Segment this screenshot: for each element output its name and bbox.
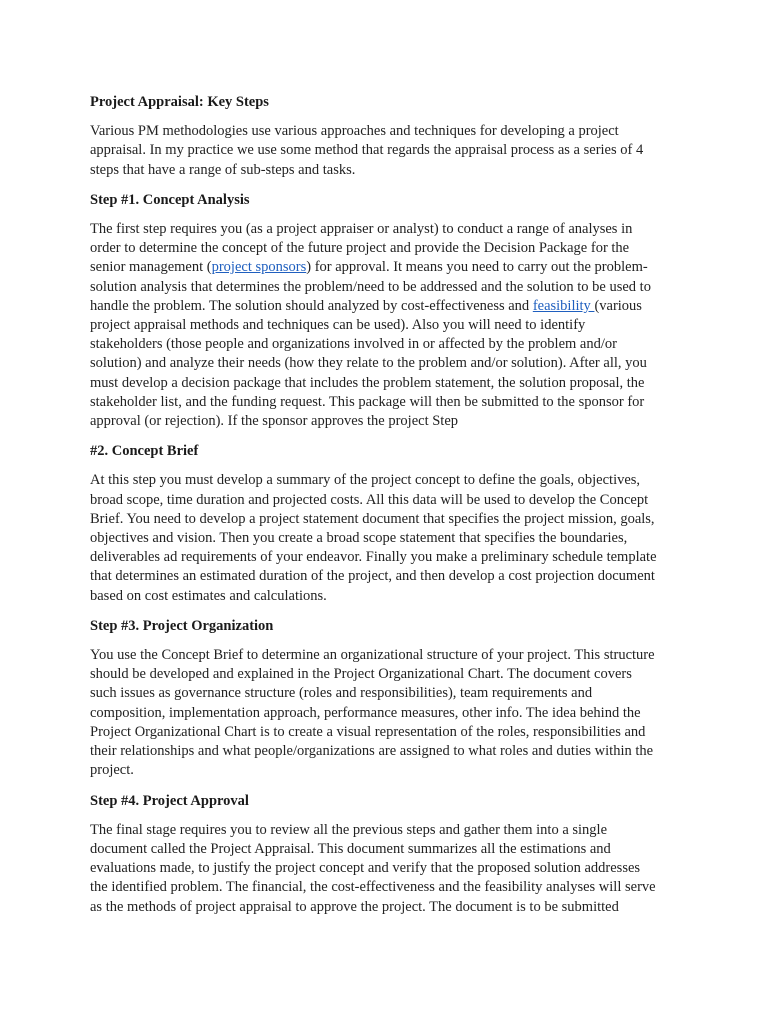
document-page [90, 93, 660, 928]
step2-heading: #2. Concept Brief [90, 443, 199, 460]
step1-paragraph [90, 220, 660, 431]
step1-heading: Step #1. Concept Analysis [90, 191, 250, 208]
project-sponsors-link[interactable]: project sponsors [211, 259, 307, 276]
document-title: Project Appraisal: Key Steps [90, 94, 269, 110]
step1-text-b: ) for approval. It means you need to carry out the problem-solution analysis that determines the problem/need to be addressed and the solution to be used to handle the problem. The solution should analyzed by cost-effectiveness and [90, 259, 651, 314]
step4-heading: Step #4. Project Approval [90, 792, 249, 809]
step1-text-c: (various project appraisal methods and techniques can be used). Also you will need to identify stakeholders (those people and organizations involved in or affected by the problem and/or solution) and analyze their needs (how they relate to the problem and/or solution). After all, you must develop a decision package that includes the problem statement, the solution proposal, the stakeholder list, and the funding request. This package will then be submitted to the sponsor for approval (or rejection). If the sponsor approves the project Step [90, 297, 647, 430]
step2-paragraph: At this step you must develop a summary of the project concept to define the goals, objectives, broad scope, time duration and projected costs. All this data will be used to develop the Concept Brief. You need to develop a project statement document that specifies the project mission, goals, objectives and vision. Then you create a broad scope statement that specifies the boundaries, deliverables ad requirements of your endeavor. Finally you make a preliminary schedule template that determines an estimated duration of the project, and then develop a cost projection document based on cost estimates and calculations. [90, 472, 657, 604]
intro-paragraph: Various PM methodologies use various approaches and techniques for developing a project appraisal. In my practice we use some method that regards the appraisal process as a series of 4 steps that have a range of sub-steps and tasks. [90, 123, 644, 178]
step3-paragraph: You use the Concept Brief to determine an organizational structure of your project. This structure should be developed and explained in the Project Organizational Chart. The document covers such issues as governance structure (roles and responsibilities), team requirements and composition, implementation approach, performance measures, other info. The idea behind the Project Organizational Chart is to create a visual representation of the roles, responsibilities and their relationships and what people/organizations are assigned to what roles and duties within the project. [90, 647, 655, 779]
step4-paragraph: The final stage requires you to review all the previous steps and gather them into a single document called the Project Appraisal. This document summarizes all the estimations and evaluations made, to justify the project concept and verify that the proposed solution addresses the identified problem. The financial, the cost-effectiveness and the feasibility analyses will serve as the methods of project appraisal to approve the project. The document is to be submitted [90, 821, 656, 915]
step1-text-a: The first step requires you (as a project appraiser or analyst) to conduct a range of analyses in order to determine the concept of the future project and provide the Decision Package for the senior management ( [90, 221, 633, 276]
feasibility-link[interactable]: feasibility [532, 297, 595, 314]
step3-heading: Step #3. Project Organization [90, 617, 274, 634]
